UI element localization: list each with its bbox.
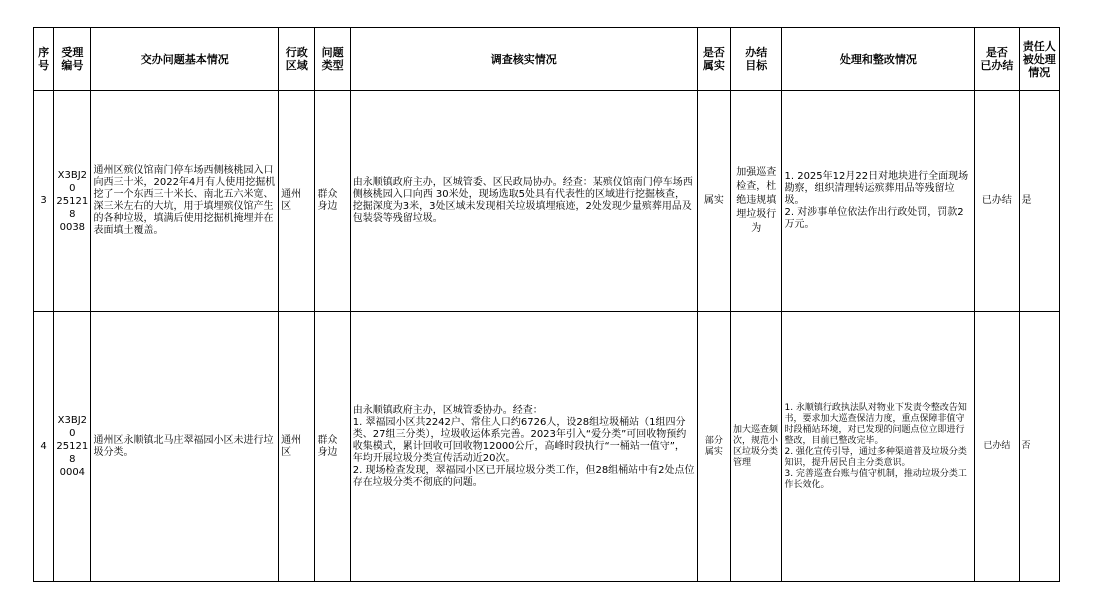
cell-true: 部分 属实 xyxy=(697,312,730,582)
header-goal: 办结 目标 xyxy=(731,28,782,91)
cell-handling: 1. 2025年12月22日对地块进行全面现场勘察，组织清理转运殡葬用品等残留垃圾。 2. 对涉事单位依法作出行政处罚，罚款2万元。 xyxy=(782,91,975,312)
cell-type: 群众 身边 xyxy=(315,91,350,312)
header-row xyxy=(34,28,1060,91)
header-problem: 交办问题基本情况 xyxy=(91,28,279,91)
header-handling: 处理和整改情况 xyxy=(782,28,975,91)
case-table xyxy=(33,27,1060,582)
cell-punished: 否 xyxy=(1019,312,1059,582)
header-id: 受理 编号 xyxy=(54,28,91,91)
cell-id: X3BJ2 0 25121 8 0038 xyxy=(54,91,91,312)
cell-region: 通州 区 xyxy=(279,91,315,312)
cell-problem: 通州区永顺镇北马庄翠福园小区未进行垃圾分类。 xyxy=(91,312,279,582)
cell-goal: 加大巡查频次，规范小区垃圾分类管理 xyxy=(731,312,782,582)
header-region: 行政 区域 xyxy=(279,28,315,91)
cell-problem: 通州区殡仪馆南门停车场西侧核桃园入口向西三十米，2022年4月有人使用挖掘机挖了一个东西三十米长、南北五六米宽、深三米左右的大坑，用于填埋殡仪馆产生的各种垃圾，填满后使用挖掘机掩埋并在表面填土覆盖。 xyxy=(91,91,279,312)
header-seq: 序 号 xyxy=(34,28,54,91)
cell-id: X3BJ2 0 25121 8 0004 xyxy=(54,312,91,582)
cell-investigation: 由永顺镇政府主办，区城管委、区民政局协办。经查：某殡仪馆南门停车场西侧核桃园入口向西 30米处，现场选取5处具有代表性的区域进行挖掘核查，挖掘深度为3米，3处区域未发现相关垃圾填埋痕迹，2处发现少量殡葬用品及包装袋等残留垃圾。 xyxy=(350,91,697,312)
cell-seq: 3 xyxy=(34,91,54,312)
cell-seq: 4 xyxy=(34,312,54,582)
cell-goal: 加强巡查检查，杜绝违规填埋垃圾行为 xyxy=(731,91,782,312)
header-punished: 责任人 被处理 情况 xyxy=(1019,28,1059,91)
header-closed: 是否 已办结 xyxy=(975,28,1019,91)
cell-closed: 已办结 xyxy=(975,91,1019,312)
header-true: 是否 属实 xyxy=(697,28,730,91)
cell-punished: 是 xyxy=(1019,91,1059,312)
cell-closed: 已办结 xyxy=(975,312,1019,582)
table-row xyxy=(34,91,1060,312)
cell-investigation: 由永顺镇政府主办，区城管委协办。经查： 1. 翠福园小区共2242户、常住人口约6726人，设28组垃圾桶站（1组四分类、27组三分类），垃圾收运体系完善。2023年引入“爱分类”可回收物预约收集模式，累计回收可回收物12000公斤，高峰时段执行“一桶站一值守”，年均开展垃圾分类宣传活动近20次。 2. 现场检查发现，翠福园小区已开展垃圾分类工作，但28组桶站中有2处点位存在垃圾分类不彻底的问题。 xyxy=(350,312,697,582)
cell-handling: 1. 永顺镇行政执法队对物业下发责令整改告知书，要求加大巡查保洁力度，重点保障非值守时段桶站环境，对已发现的问题点位立即进行整改，目前已整改完毕。 2. 强化宣传引导，通过多种渠道普及垃圾分类知识，提升居民自主分类意识。 3. 完善巡查台账与值守机制，推动垃圾分类工作长效化。 xyxy=(782,312,975,582)
cell-type: 群众 身边 xyxy=(315,312,350,582)
header-type: 问题 类型 xyxy=(315,28,350,91)
cell-region: 通州 区 xyxy=(279,312,315,582)
cell-true: 属实 xyxy=(697,91,730,312)
table-row xyxy=(34,312,1060,582)
header-investigation: 调查核实情况 xyxy=(350,28,697,91)
